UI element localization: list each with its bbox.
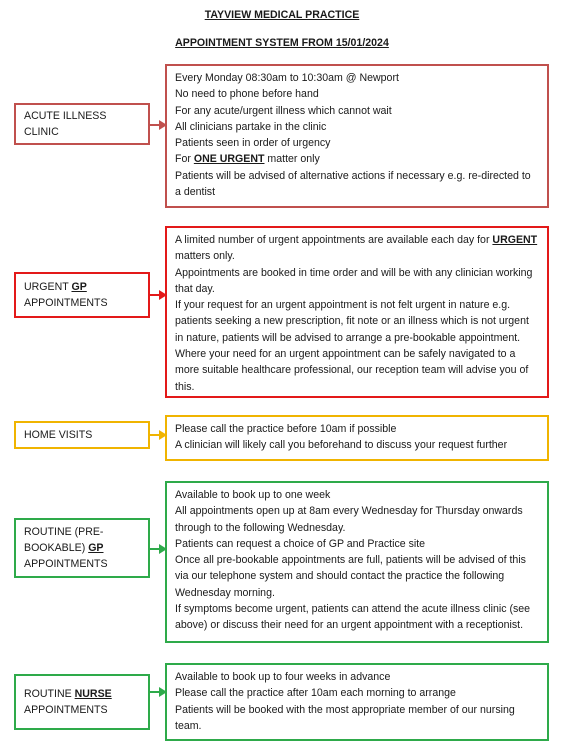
routine-gp-line: Patients can request a choice of GP and Practice site xyxy=(175,537,426,550)
acute-one-urgent: For ONE URGENT matter only xyxy=(175,153,320,166)
acute-line: No need to phone before hand xyxy=(175,88,319,101)
urgent-gp-arrow xyxy=(150,294,165,296)
routine-nurse-arrow xyxy=(150,691,165,693)
home-visits-line: A clinician will likely call you beforehand to discuss your request further xyxy=(175,439,508,452)
acute-clinic-label: ACUTE ILLNESS CLINIC xyxy=(14,103,150,145)
urgent-gp-details xyxy=(165,226,549,398)
home-visits-arrow xyxy=(150,434,165,436)
routine-gp-details xyxy=(165,481,549,643)
routine-nurse-line: Patients will be booked with the most appropriate member of our nursing team. xyxy=(175,703,515,732)
routine-nurse-line: Available to book up to four weeks in advance xyxy=(175,671,391,683)
routine-gp-label: ROUTINE (PRE- BOOKABLE) GP APPOINTMENTS xyxy=(14,518,150,578)
acute-clinic-details xyxy=(165,64,549,208)
acute-arrow xyxy=(150,124,165,126)
urgent-gp-para-4: Where your need for an urgent appointment can be safely navigated to a more suitable healthcare professional, our reception team will advise you of this. xyxy=(175,348,529,393)
routine-gp-arrow xyxy=(150,548,165,550)
home-visits-line: Please call the practice before 10am if possible xyxy=(175,423,397,435)
system-title: APPOINTMENT SYSTEM FROM 15/01/2024 xyxy=(175,37,389,49)
routine-nurse-label: ROUTINE NURSE APPOINTMENTS xyxy=(14,674,150,730)
routine-nurse-details xyxy=(165,663,549,741)
urgent-gp-para-1: A limited number of urgent appointments are available each day for URGENT matters only. xyxy=(175,234,538,263)
routine-gp-line: All appointments open up at 8am every Wednesday for Thursday onwards through to the following Wednesday. xyxy=(175,505,523,534)
urgent-gp-para-2: Appointments are booked in time order and will be with any clinician working that day. xyxy=(175,266,533,295)
urgent-gp-para-3: If your request for an urgent appointment is not felt urgent in nature e.g. patients seeking a new prescription, fit note or an illness which is not urgent in nature, patients will be advised to arrange a pre-bookable appointment. xyxy=(175,299,529,344)
acute-line: For any acute/urgent illness which cannot wait xyxy=(175,104,392,117)
acute-advice: Patients will be advised of alternative actions if necessary e.g. re-directed to a dentist xyxy=(175,169,531,199)
practice-title: TAYVIEW MEDICAL PRACTICE xyxy=(204,9,360,21)
routine-gp-line: Once all pre-bookable appointments are full, patients will be advised of this via our telephone system and should contact the practice the following Wednesday morning. xyxy=(175,554,526,599)
routine-gp-line: Available to book up to one week xyxy=(175,489,331,501)
acute-line: Patients seen in order of urgency xyxy=(175,137,331,150)
home-visits-details xyxy=(165,415,549,461)
acute-line: Every Monday 08:30am to 10:30am @ Newport xyxy=(175,72,399,84)
urgent-gp-label: URGENT GP APPOINTMENTS xyxy=(14,272,150,318)
routine-nurse-line: Please call the practice after 10am each morning to arrange xyxy=(175,687,456,700)
routine-gp-line: If symptoms become urgent, patients can attend the acute illness clinic (see above) or discuss their need for an urgent appointment with a receptionist. xyxy=(175,603,531,632)
home-visits-label: HOME VISITS xyxy=(14,421,150,449)
acute-line: All clinicians partake in the clinic xyxy=(175,120,327,133)
